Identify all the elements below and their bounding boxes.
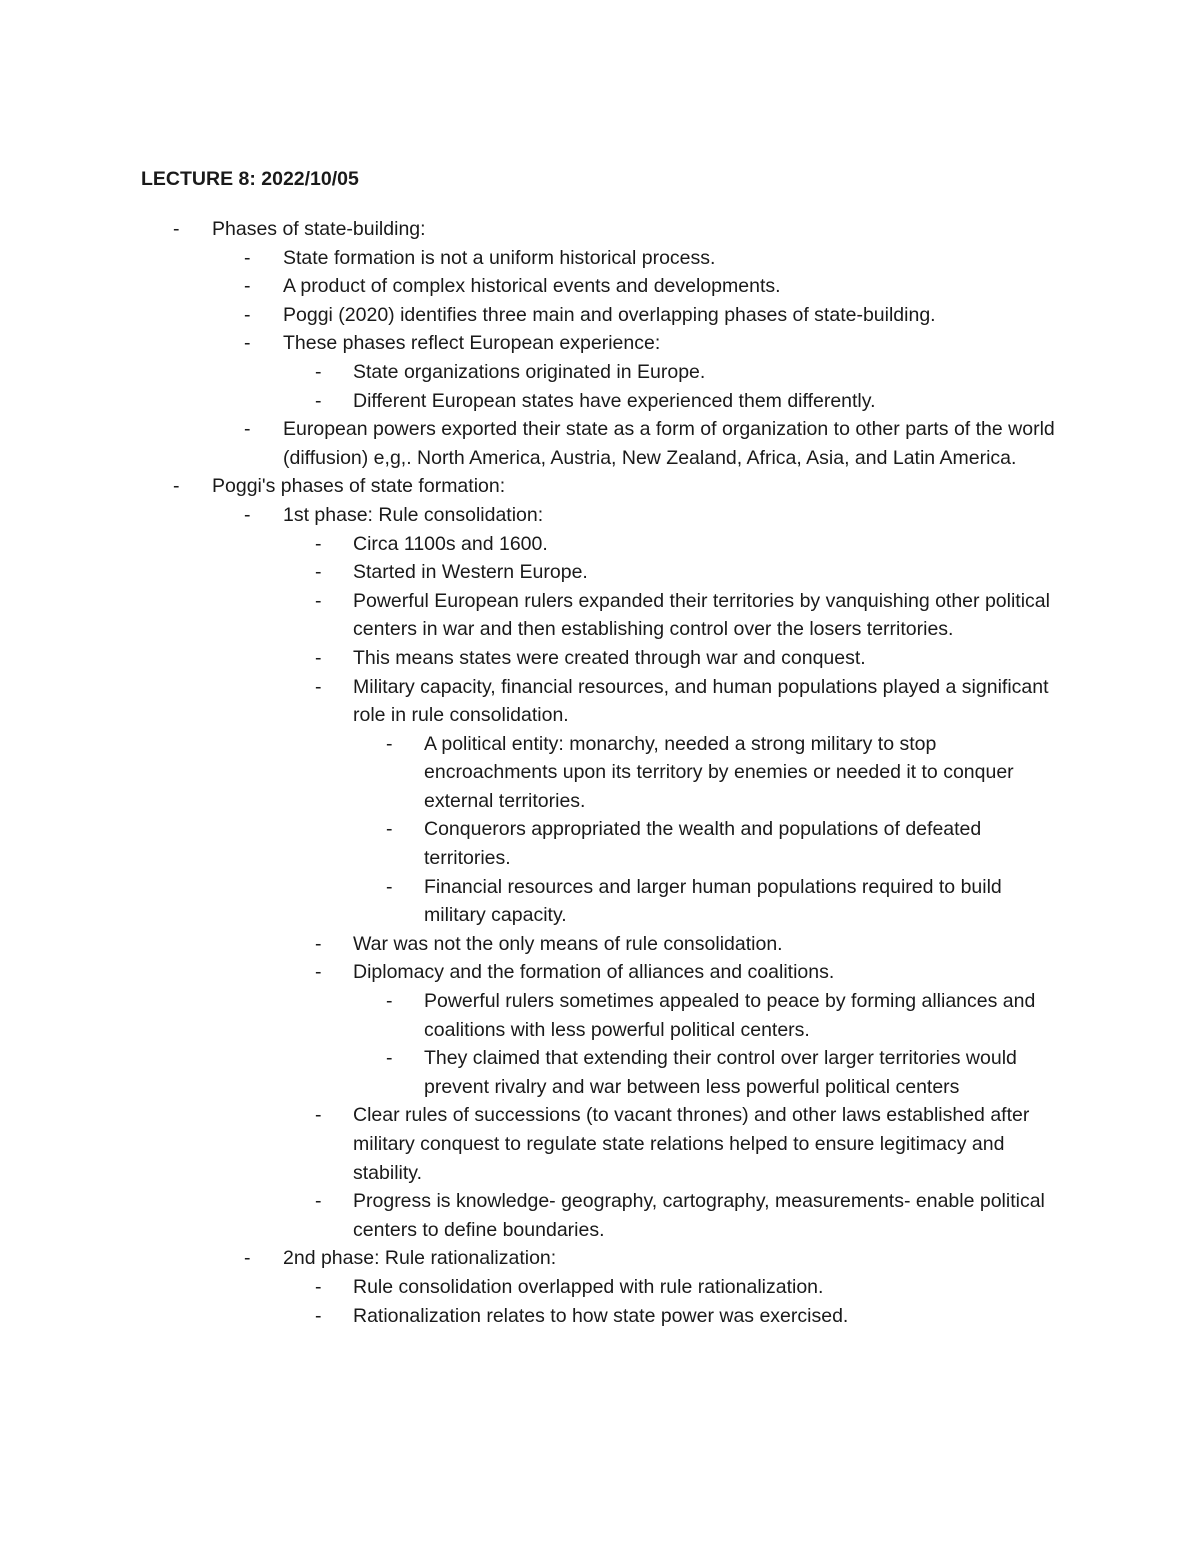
bullet-dash: -	[244, 303, 251, 326]
bullet-dash: -	[315, 532, 322, 555]
list-item	[0, 644, 1200, 673]
list-item-text: Financial resources and larger human populations required to build military capacity.	[424, 875, 1002, 927]
bullet-dash: -	[315, 1275, 322, 1298]
bullet-dash: -	[315, 561, 322, 584]
bullet-dash: -	[315, 1304, 322, 1327]
list-item-text: Diplomacy and the formation of alliances and coalitions.	[353, 961, 835, 984]
list-item	[0, 1187, 1200, 1244]
list-item-text: War was not the only means of rule consolidation.	[353, 932, 783, 955]
list-item	[0, 1244, 1200, 1273]
list-item-text: Rationalization relates to how state power was exercised.	[353, 1304, 849, 1327]
list-item-text: A political entity: monarchy, needed a strong military to stop encroachments upon its territory by enemies or needed it to conquer external territories.	[424, 732, 1014, 812]
list-item	[0, 730, 1200, 816]
list-item-text: Progress is knowledge- geography, cartography, measurements- enable political centers to define boundaries.	[353, 1190, 1045, 1241]
list-item	[0, 1101, 1200, 1187]
list-item-text: Military capacity, financial resources, and human populations played a significant role in rule consolidation.	[353, 675, 1049, 727]
list-item	[0, 558, 1200, 587]
bullet-dash: -	[386, 732, 393, 755]
bullet-dash: -	[315, 389, 322, 412]
list-item	[0, 815, 1200, 872]
list-item	[0, 987, 1200, 1044]
list-item	[0, 272, 1200, 301]
list-item-text: Phases of state-building:	[212, 218, 426, 240]
bullet-dash: -	[315, 675, 322, 698]
list-item	[0, 1044, 1200, 1101]
bullet-dash: -	[386, 875, 393, 898]
list-item-text: European powers exported their state as a form of organization to other parts of the world (diffusion) e,g,. North America, Austria, New Zealand, Africa, Asia, and Latin America.	[283, 418, 1055, 469]
list-item-text: These phases reflect European experience:	[283, 332, 661, 355]
list-item	[0, 472, 1200, 501]
list-item-text: State organizations originated in Europe.	[353, 360, 706, 383]
page-title: LECTURE 8: 2022/10/05	[141, 168, 359, 190]
list-item-text: They claimed that extending their control over larger territories would prevent rivalry and war between less powerful political centers	[424, 1047, 1017, 1098]
list-item-text: Poggi's phases of state formation:	[212, 475, 506, 498]
bullet-dash: -	[315, 961, 322, 984]
list-item-text: Clear rules of successions (to vacant thrones) and other laws established after military conquest to regulate state relations helped to ensure legitimacy and stability.	[353, 1104, 1030, 1184]
list-item-text: State formation is not a uniform historical process.	[283, 246, 716, 269]
list-item-text: Poggi (2020) identifies three main and overlapping phases of state-building.	[283, 303, 936, 326]
list-item-text: Powerful rulers sometimes appealed to peace by forming alliances and coalitions with less powerful political centers.	[424, 990, 1036, 1041]
list-item	[0, 244, 1200, 273]
bullet-dash: -	[386, 1047, 393, 1070]
list-item	[0, 930, 1200, 959]
list-item-text: 2nd phase: Rule rationalization:	[283, 1247, 557, 1270]
list-item	[0, 1302, 1200, 1331]
list-item	[0, 415, 1200, 472]
list-item	[0, 1273, 1200, 1302]
list-item-text: 1st phase: Rule consolidation:	[283, 503, 544, 526]
list-item-text: Conquerors appropriated the wealth and populations of defeated territories.	[424, 818, 982, 870]
bullet-dash: -	[315, 589, 322, 612]
bullet-dash: -	[386, 818, 393, 841]
bullet-dash: -	[315, 1190, 322, 1213]
bullet-dash: -	[315, 646, 322, 669]
bullet-dash: -	[244, 246, 251, 269]
bullet-dash: -	[315, 932, 322, 955]
list-item-text: Different European states have experienced them differently.	[353, 389, 876, 412]
bullet-dash: -	[244, 332, 251, 355]
bullet-dash: -	[173, 218, 180, 240]
list-item-text: Powerful European rulers expanded their territories by vanquishing other political centers in war and then establishing control over the losers territories.	[353, 589, 1050, 641]
list-item-text: This means states were created through war and conquest.	[353, 646, 866, 669]
bullet-dash: -	[386, 990, 393, 1013]
list-item	[0, 387, 1200, 416]
bullet-dash: -	[315, 360, 322, 383]
bullet-dash: -	[244, 275, 251, 298]
list-item	[0, 358, 1200, 387]
list-item	[0, 873, 1200, 930]
bullet-dash: -	[244, 503, 251, 526]
bullet-dash: -	[173, 475, 180, 498]
list-item	[0, 301, 1200, 330]
bullet-dash: -	[244, 418, 251, 441]
list-item-text: Rule consolidation overlapped with rule rationalization.	[353, 1275, 824, 1298]
bullet-dash: -	[315, 1104, 322, 1127]
list-item	[0, 673, 1200, 730]
notes-list	[0, 215, 1200, 1330]
list-item	[0, 329, 1200, 358]
bullet-dash: -	[244, 1247, 251, 1270]
list-item	[0, 530, 1200, 559]
list-item	[0, 958, 1200, 987]
list-item	[0, 215, 1200, 244]
list-item-text: Started in Western Europe.	[353, 561, 588, 584]
list-item	[0, 501, 1200, 530]
list-item-text: Circa 1100s and 1600.	[353, 532, 548, 555]
list-item	[0, 587, 1200, 644]
list-item-text: A product of complex historical events and developments.	[283, 275, 781, 298]
